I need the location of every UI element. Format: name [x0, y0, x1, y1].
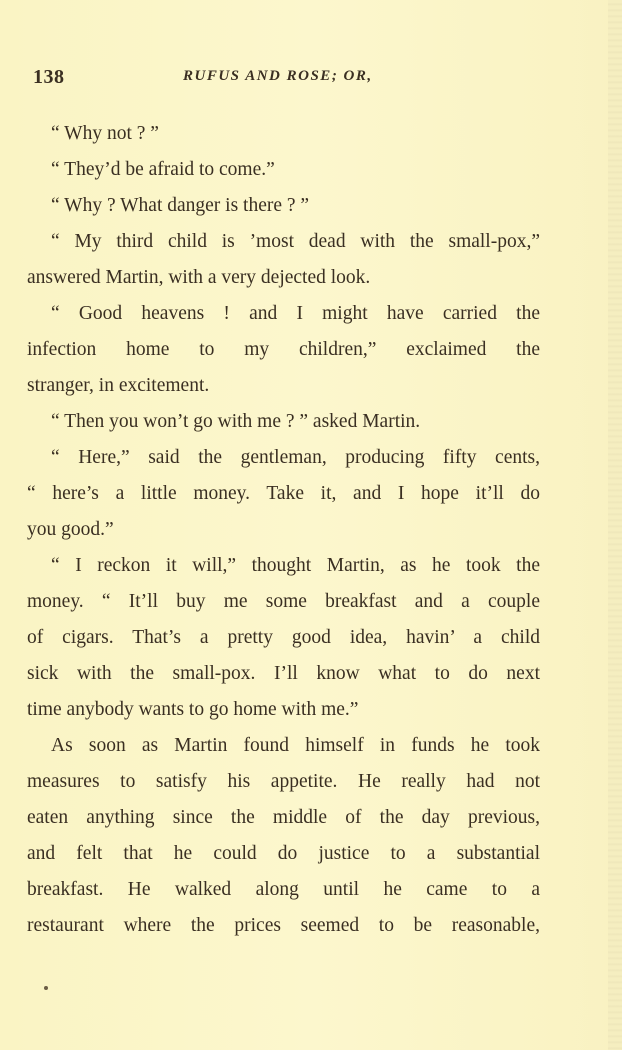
- running-title: RUFUS AND ROSE; OR,: [183, 68, 373, 84]
- text-line: “ Why not ? ”: [51, 123, 159, 144]
- text-line: “ Here,” said the gentleman, producing fifty cents,: [51, 447, 540, 468]
- text-line: “ They’d be afraid to come.”: [51, 159, 275, 180]
- page-number: 138: [33, 66, 65, 88]
- text-line: “ here’s a little money. Take it, and I hope it’ll do: [27, 483, 540, 504]
- text-line: restaurant where the prices seemed to be reasonable,: [27, 915, 540, 936]
- running-head: [33, 66, 543, 94]
- body-text: [27, 116, 540, 944]
- ink-speck: [44, 986, 48, 990]
- text-line: answered Martin, with a very dejected look.: [27, 267, 371, 288]
- text-line: measures to satisfy his appetite. He really had not: [27, 771, 540, 792]
- text-line: time anybody wants to go home with me.”: [27, 699, 359, 720]
- text-line: breakfast. He walked along until he came to a: [27, 879, 540, 900]
- text-line: As soon as Martin found himself in funds he took: [51, 735, 540, 756]
- text-line: money. “ It’ll buy me some breakfast and a couple: [27, 591, 540, 612]
- text-line: you good.”: [27, 519, 114, 540]
- text-line: “ I reckon it will,” thought Martin, as he took the: [51, 555, 540, 576]
- text-line: stranger, in excitement.: [27, 375, 210, 396]
- text-line: “ Good heavens ! and I might have carried the: [51, 303, 540, 324]
- page-gutter: [608, 0, 622, 1050]
- text-line: sick with the small-pox. I’ll know what to do next: [27, 663, 540, 684]
- text-line: infection home to my children,” exclaimed the: [27, 339, 540, 360]
- text-line: “ Then you won’t go with me ? ” asked Martin.: [51, 411, 421, 432]
- text-line: “ My third child is ’most dead with the small-pox,”: [51, 231, 540, 252]
- text-line: eaten anything since the middle of the day previous,: [27, 807, 540, 828]
- text-line: and felt that he could do justice to a substantial: [27, 843, 540, 864]
- text-line: “ Why ? What danger is there ? ”: [51, 195, 310, 216]
- text-line: of cigars. That’s a pretty good idea, havin’ a child: [27, 627, 540, 648]
